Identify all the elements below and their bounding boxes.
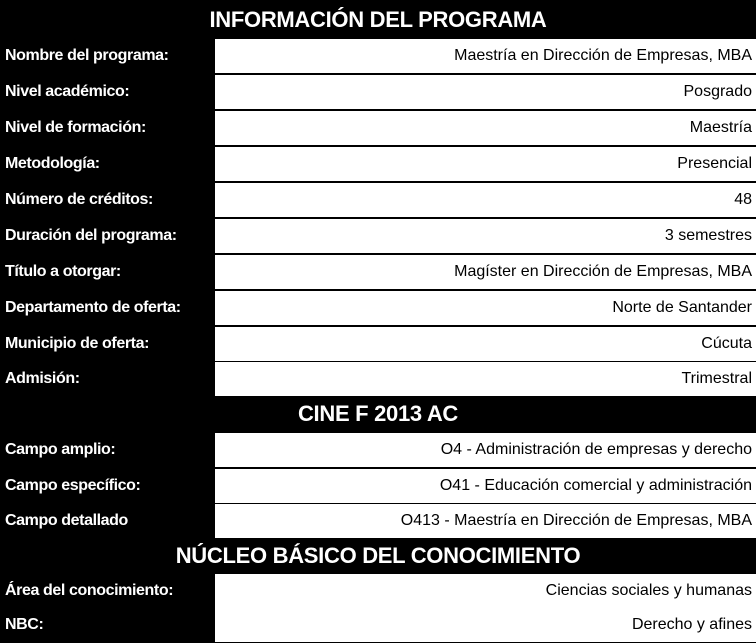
row-value: Cúcuta [215,327,756,361]
row-value: Ciencias sociales y humanas [215,574,756,608]
table-row-nivel-academico [0,74,756,110]
row-label: Nivel académico: [0,74,213,110]
row-label: Metodología: [0,146,213,182]
row-value: Maestría [215,111,756,145]
table-row-metodologia [0,146,756,182]
row-value: Posgrado [215,75,756,109]
row-label: Nombre del programa: [0,38,213,74]
table-row-nombre [0,38,756,74]
row-label: Campo amplio: [0,432,213,468]
row-label: Nivel de formación: [0,110,213,146]
table-row-admision [0,361,756,397]
row-label: Campo detallado [0,503,213,539]
row-value: Maestría en Dirección de Empresas, MBA [215,39,756,73]
section-header-cine: CINE F 2013 AC [0,396,756,432]
row-label: Área del conocimiento: [0,573,213,609]
section-header-nbc: NÚCLEO BÁSICO DEL CONOCIMIENTO [0,538,756,574]
table-row-nivel-formacion [0,110,756,146]
row-value: Trimestral [215,362,756,396]
section-header-programa: INFORMACIÓN DEL PROGRAMA [0,2,756,38]
row-value: Norte de Santander [215,291,756,325]
row-label: Campo específico: [0,468,213,504]
table-row-municipio [0,326,756,362]
table-row-campo-amplio [0,432,756,468]
row-value: Presencial [215,147,756,181]
table-row-campo-detallado [0,503,756,539]
row-label: Duración del programa: [0,218,213,254]
row-value: 3 semestres [215,219,756,253]
table-row-area-conocimiento [0,573,756,609]
table-row-departamento [0,290,756,326]
row-label: Número de créditos: [0,182,213,218]
table-row-duracion [0,218,756,254]
row-value: 48 [215,183,756,217]
row-label: Título a otorgar: [0,254,213,290]
row-value: O4 - Administración de empresas y derecho [215,433,756,467]
row-label: Admisión: [0,361,213,397]
table-row-creditos [0,182,756,218]
table-row-nbc [0,607,756,643]
table-row-titulo [0,254,756,290]
row-value: O41 - Educación comercial y administración [215,469,756,503]
row-value: Derecho y afines [215,608,756,642]
row-value: O413 - Maestría en Dirección de Empresas, MBA [215,504,756,538]
row-label: NBC: [0,607,213,643]
table-row-campo-especifico [0,468,756,504]
row-label: Municipio de oferta: [0,326,213,362]
row-label: Departamento de oferta: [0,290,213,326]
row-value: Magíster en Dirección de Empresas, MBA [215,255,756,289]
